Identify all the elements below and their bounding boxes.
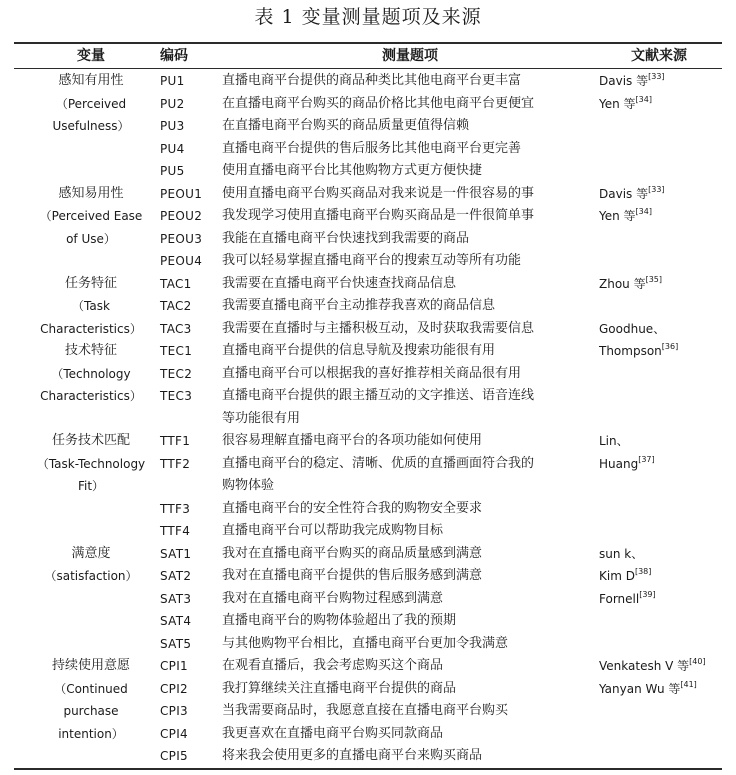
item-text: 我对在直播电商平台购买的商品质量感到满意 bbox=[222, 545, 483, 561]
item-source bbox=[599, 183, 724, 206]
item-text: 我打算继续关注直播电商平台提供的商品 bbox=[222, 680, 457, 696]
item-code: SAT1 bbox=[160, 546, 192, 561]
source-author: Yen 等 bbox=[599, 96, 636, 111]
item-code: TAC1 bbox=[160, 276, 192, 291]
item-code: CPI5 bbox=[160, 749, 188, 763]
item-code: PEOU1 bbox=[160, 186, 203, 201]
variable-english-name: of Use） bbox=[66, 231, 116, 246]
item-text: 购物体验 bbox=[222, 478, 275, 493]
item-text: 我需要在直播时与主播积极互动，及时获取我需要信息 bbox=[222, 320, 535, 336]
item-code: TEC1 bbox=[160, 344, 193, 358]
variable-english-name: Characteristics） bbox=[40, 389, 142, 403]
item-code: CPI1 bbox=[160, 659, 188, 673]
source-author: Goodhue、 bbox=[599, 321, 666, 336]
source-reference: [35] bbox=[645, 274, 663, 284]
item-text: 将来我会使用更多的直播电商平台来购买商品 bbox=[222, 748, 483, 763]
variable-name: 任务特征 bbox=[64, 275, 117, 291]
source-author: Huang bbox=[599, 456, 639, 471]
item-text: 等功能很有用 bbox=[222, 410, 301, 426]
item-text: 我对在直播电商平台提供的售后服务感到满意 bbox=[222, 568, 483, 583]
variable-english-name: Fit） bbox=[77, 479, 105, 493]
header-code: 编码 bbox=[160, 48, 188, 64]
item-source bbox=[599, 588, 724, 611]
bottom-rule bbox=[14, 768, 722, 770]
item-source bbox=[599, 273, 724, 296]
source-author: Yanyan Wu 等 bbox=[599, 681, 681, 696]
item-source bbox=[599, 453, 724, 476]
item-code: TTF1 bbox=[160, 434, 191, 448]
item-code: CPI3 bbox=[160, 704, 188, 718]
item-text: 在观看直播后，我会考虑购买这个商品 bbox=[222, 658, 444, 673]
item-text: 与其他购物平台相比，直播电商平台更加令我满意 bbox=[222, 635, 509, 651]
item-source bbox=[599, 655, 724, 678]
source-reference: [37] bbox=[638, 454, 655, 464]
item-code: PU4 bbox=[160, 141, 185, 156]
item-source bbox=[599, 70, 724, 93]
item-code: PU2 bbox=[160, 96, 185, 111]
item-code: TTF4 bbox=[160, 524, 191, 538]
source-reference: [39] bbox=[639, 589, 656, 599]
source-reference: [38] bbox=[634, 567, 652, 576]
source-reference: [34] bbox=[635, 207, 652, 216]
variable-name: 技术特征 bbox=[64, 343, 117, 358]
item-code: CPI2 bbox=[160, 681, 188, 696]
variable-english-name: （satisfaction） bbox=[44, 569, 138, 583]
source-author: Kim D bbox=[599, 569, 635, 583]
item-text: 当我需要商品时，我愿意直接在直播电商平台购买 bbox=[222, 703, 509, 718]
item-source bbox=[599, 93, 724, 116]
item-source bbox=[599, 430, 724, 453]
header-source: 文献来源 bbox=[631, 48, 687, 64]
item-code: TTF2 bbox=[160, 456, 191, 471]
variable-english-name: （Perceived bbox=[55, 96, 127, 111]
item-code: PU1 bbox=[160, 74, 185, 88]
item-text: 我能在直播电商平台快速找到我需要的商品 bbox=[222, 230, 470, 246]
header-variable: 变量 bbox=[77, 48, 105, 64]
header-item: 测量题项 bbox=[382, 48, 438, 64]
item-text: 很容易理解直播电商平台的各项功能如何使用 bbox=[222, 433, 483, 448]
item-code: TAC2 bbox=[160, 299, 192, 313]
variable-name: 满意度 bbox=[71, 545, 111, 561]
item-source bbox=[599, 205, 724, 228]
item-text: 在直播电商平台购买的商品质量更值得信赖 bbox=[222, 118, 470, 133]
item-code: PU5 bbox=[160, 164, 185, 178]
source-reference: [33] bbox=[648, 184, 665, 194]
item-source bbox=[599, 565, 724, 588]
item-source bbox=[599, 543, 724, 566]
item-text: 我需要在直播电商平台快速查找商品信息 bbox=[222, 275, 457, 291]
source-author: Zhou 等 bbox=[599, 276, 646, 291]
item-code: PEOU3 bbox=[160, 231, 203, 246]
source-author: Yen 等 bbox=[599, 209, 636, 223]
item-text: 直播电商平台可以根据我的喜好推荐相关商品很有用 bbox=[222, 365, 522, 381]
item-text: 直播电商平台提供的售后服务比其他电商平台更完善 bbox=[222, 140, 522, 156]
item-text: 我更喜欢在直播电商平台购买同款商品 bbox=[222, 725, 444, 741]
item-text: 使用直播电商平台比其他购物方式更方便快捷 bbox=[222, 163, 483, 178]
source-author: sun k、 bbox=[599, 546, 644, 561]
variable-english-name: Characteristics） bbox=[40, 321, 142, 336]
variable-english-name: intention） bbox=[58, 726, 124, 741]
item-code: TEC3 bbox=[160, 389, 193, 403]
item-code: SAT5 bbox=[160, 636, 192, 651]
item-text: 直播电商平台的购物体验超出了我的预期 bbox=[222, 613, 457, 628]
header-rule bbox=[14, 68, 722, 69]
item-text: 直播电商平台的安全性符合我的购物安全要求 bbox=[222, 500, 483, 516]
item-text: 直播电商平台可以帮助我完成购物目标 bbox=[222, 523, 444, 538]
table-title: 表 1 变量测量题项及来源 bbox=[254, 6, 482, 28]
item-code: PEOU4 bbox=[160, 254, 203, 268]
item-text: 使用直播电商平台购买商品对我来说是一件很容易的事 bbox=[222, 185, 535, 201]
source-reference: [41] bbox=[680, 679, 697, 689]
source-reference: [33] bbox=[648, 72, 665, 81]
item-code: TEC2 bbox=[160, 366, 193, 381]
variable-english-name: （Technology bbox=[51, 366, 131, 381]
item-source bbox=[599, 318, 724, 341]
item-text: 直播电商平台的稳定、清晰、优质的直播画面符合我的 bbox=[222, 455, 535, 471]
item-code: PU3 bbox=[160, 119, 185, 133]
variable-english-name: （Task bbox=[72, 299, 110, 313]
item-text: 直播电商平台提供的跟主播互动的文字推送、语音连线 bbox=[222, 388, 535, 403]
item-code: SAT2 bbox=[160, 569, 192, 583]
item-source bbox=[599, 678, 724, 701]
source-reference: [40] bbox=[689, 657, 706, 666]
item-code: PEOU2 bbox=[160, 209, 203, 223]
variable-english-name: （Task-Technology bbox=[36, 456, 146, 471]
source-reference: [36] bbox=[661, 342, 679, 351]
item-code: TAC3 bbox=[160, 321, 192, 336]
item-source bbox=[599, 340, 724, 363]
source-author: Venkatesh V 等 bbox=[599, 659, 690, 673]
item-text: 我发现学习使用直播电商平台购买商品是一件很简单事 bbox=[222, 208, 535, 223]
item-text: 直播电商平台提供的商品种类比其他电商平台更丰富 bbox=[222, 73, 522, 88]
item-code: SAT4 bbox=[160, 614, 192, 628]
item-code: SAT3 bbox=[160, 591, 192, 606]
variable-english-name: （Continued bbox=[54, 681, 128, 696]
item-text: 我需要直播电商平台主动推荐我喜欢的商品信息 bbox=[222, 298, 496, 313]
variable-english-name: Usefulness） bbox=[52, 119, 130, 133]
variable-english-name: （Perceived Ease bbox=[39, 209, 143, 223]
variable-name: 持续使用意愿 bbox=[51, 658, 130, 673]
source-author: Davis 等 bbox=[599, 74, 649, 88]
variable-name: 感知易用性 bbox=[58, 185, 124, 201]
variable-name: 感知有用性 bbox=[58, 73, 124, 88]
source-author: Thompson bbox=[599, 344, 662, 358]
source-author: Davis 等 bbox=[599, 186, 649, 201]
source-author: Lin、 bbox=[599, 434, 629, 448]
item-text: 在直播电商平台购买的商品价格比其他电商平台更便宜 bbox=[222, 95, 535, 111]
variable-english-name: purchase bbox=[63, 704, 119, 718]
item-text: 直播电商平台提供的信息导航及搜索功能很有用 bbox=[222, 343, 496, 358]
variable-name: 任务技术匹配 bbox=[51, 433, 130, 448]
item-code: CPI4 bbox=[160, 726, 188, 741]
source-author: Fornell bbox=[599, 591, 640, 606]
item-text: 我对在直播电商平台购物过程感到满意 bbox=[222, 590, 444, 606]
item-text: 我可以轻易掌握直播电商平台的搜索互动等所有功能 bbox=[222, 253, 522, 268]
source-reference: [34] bbox=[635, 94, 652, 104]
item-code: TTF3 bbox=[160, 501, 191, 516]
